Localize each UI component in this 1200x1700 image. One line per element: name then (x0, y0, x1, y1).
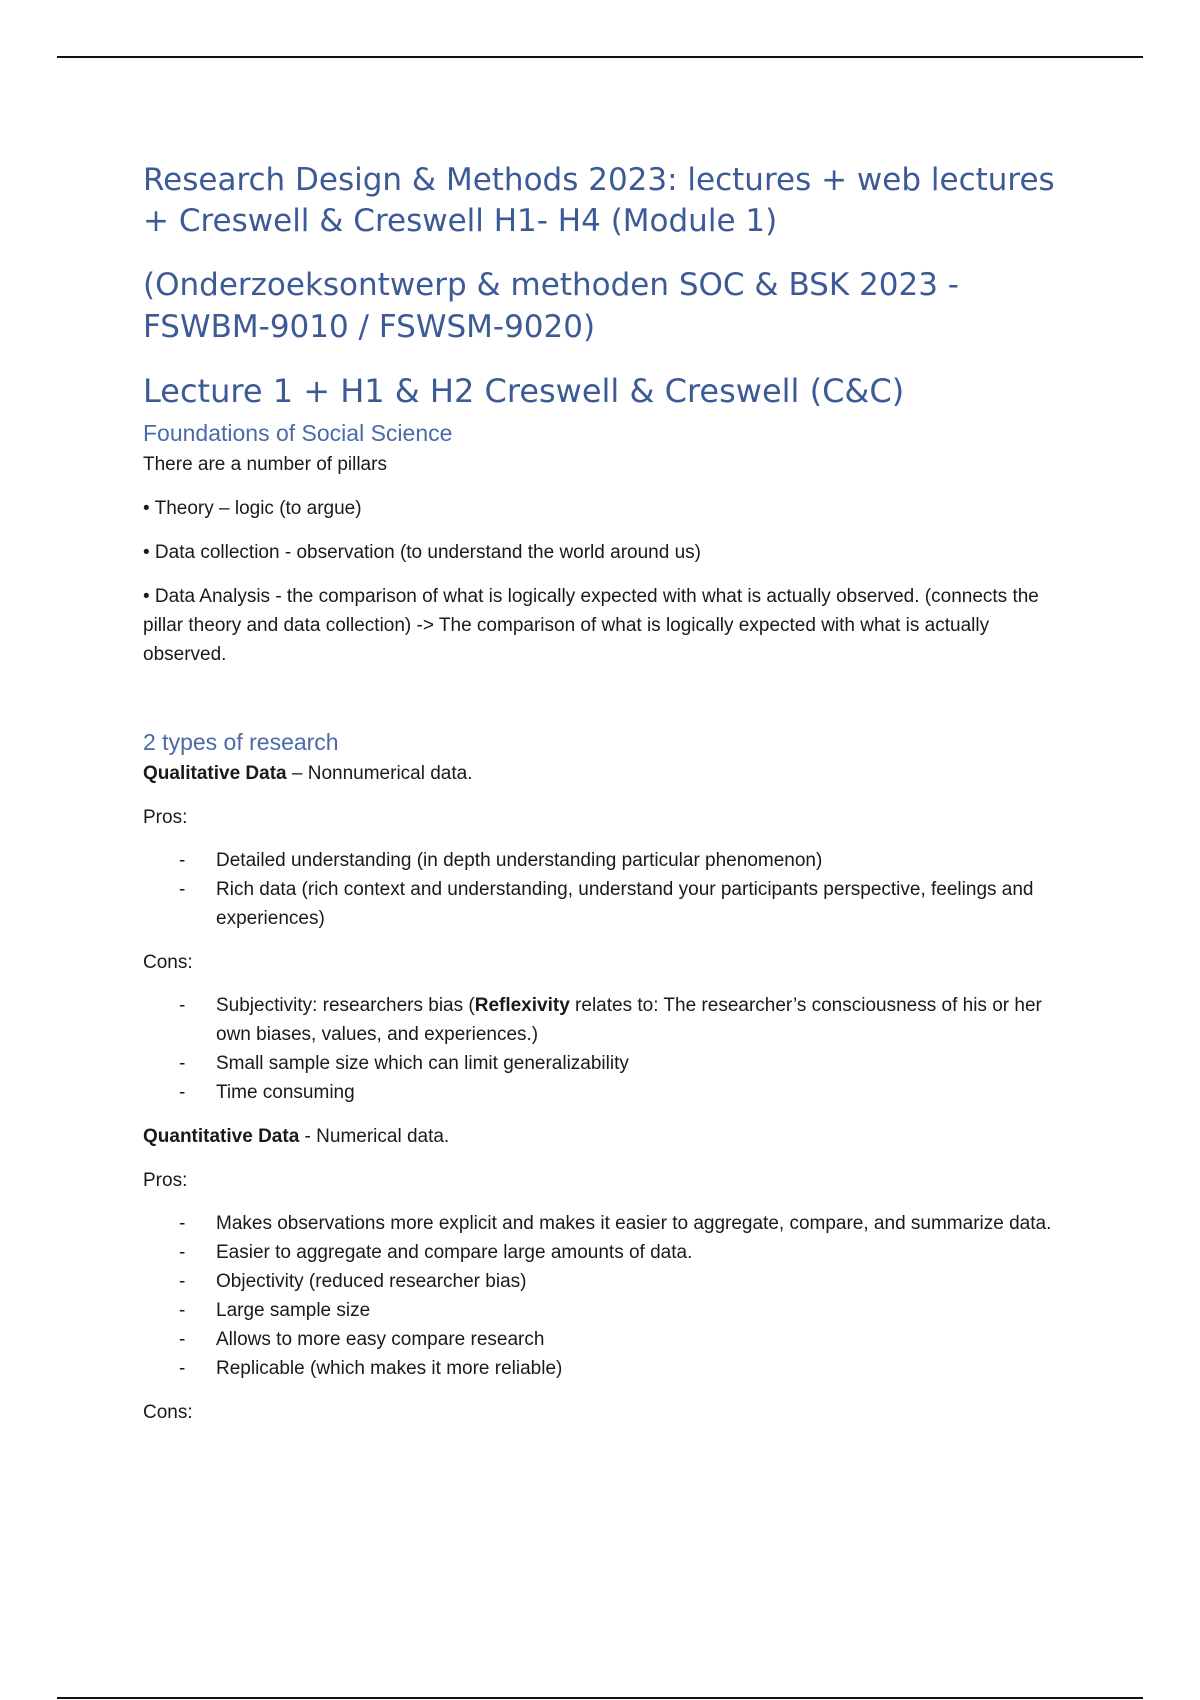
list-item: - Easier to aggregate and compare large amounts of data. (143, 1238, 1063, 1267)
reflexivity-text: relates to: The researcher’s consciousness of his or her own biases, values, and experiences.) (216, 995, 1042, 1045)
qualitative-pros-list (143, 846, 1063, 933)
lecture-heading: Lecture 1 + H1 & H2 Creswell & Creswell (C&C) (143, 372, 905, 410)
list-item: - Small sample size which can limit generalizability (143, 1049, 1063, 1078)
footer-rule (57, 1697, 1143, 1699)
qualitative-definition (143, 759, 1063, 788)
course-subtitle: (Onderzoeksontwerp & methoden SOC & BSK 2023 - FSWBM-9010 / FSWSM-9020) (143, 267, 959, 345)
qualitative-cons-list (143, 991, 1063, 1107)
header-rule (57, 56, 1143, 58)
list-item: - Large sample size (143, 1296, 1063, 1325)
quantitative-cons-label: Cons: (143, 1402, 193, 1423)
list-item: - Makes observations more explicit and makes it easier to aggregate, compare, and summarize data. (143, 1209, 1063, 1238)
qualitative-label: Qualitative Data (143, 763, 287, 784)
list-item: - Objectivity (reduced researcher bias) (143, 1267, 1063, 1296)
research-types-heading: 2 types of research (143, 729, 339, 755)
foundations-intro: There are a number of pillars (143, 454, 387, 475)
pillar-data-collection: • Data collection - observation (to understand the world around us) (143, 542, 701, 563)
pillar-data-analysis: • Data Analysis - the comparison of what is logically expected with what is actually observed. (connects the pillar theory and data collection) -> The comparison of what is logically expected with what is actually observed. (143, 586, 1039, 665)
reflexivity-term: Reflexivity (474, 995, 570, 1016)
list-item: - Allows to more easy compare research (143, 1325, 1063, 1354)
document-page (143, 160, 1063, 1427)
document-title: Research Design & Methods 2023: lectures + web lectures + Creswell & Creswell H1- H4 (Module 1) (143, 162, 1055, 239)
quantitative-pros-list (143, 1209, 1063, 1383)
list-item: - Time consuming (143, 1078, 1063, 1107)
list-item: - Detailed understanding (in depth understanding particular phenomenon) (143, 846, 1063, 875)
foundations-heading: Foundations of Social Science (143, 420, 453, 446)
qualitative-cons-label: Cons: (143, 952, 193, 973)
subjectivity-text: Subjectivity: researchers bias ( (216, 995, 475, 1016)
qualitative-desc: – Nonnumerical data. (286, 763, 473, 784)
list-item: - Replicable (which makes it more reliable) (143, 1354, 1063, 1383)
list-item: - Rich data (rich context and understanding, understand your participants perspective, feelings and experiences) (143, 875, 1063, 933)
pillar-theory: • Theory – logic (to argue) (143, 498, 362, 519)
quantitative-desc: - Numerical data. (299, 1126, 450, 1147)
qualitative-pros-label: Pros: (143, 807, 188, 828)
quantitative-pros-label: Pros: (143, 1170, 188, 1191)
list-item (143, 991, 1063, 1049)
quantitative-definition (143, 1122, 1063, 1151)
quantitative-label: Quantitative Data (143, 1126, 300, 1147)
